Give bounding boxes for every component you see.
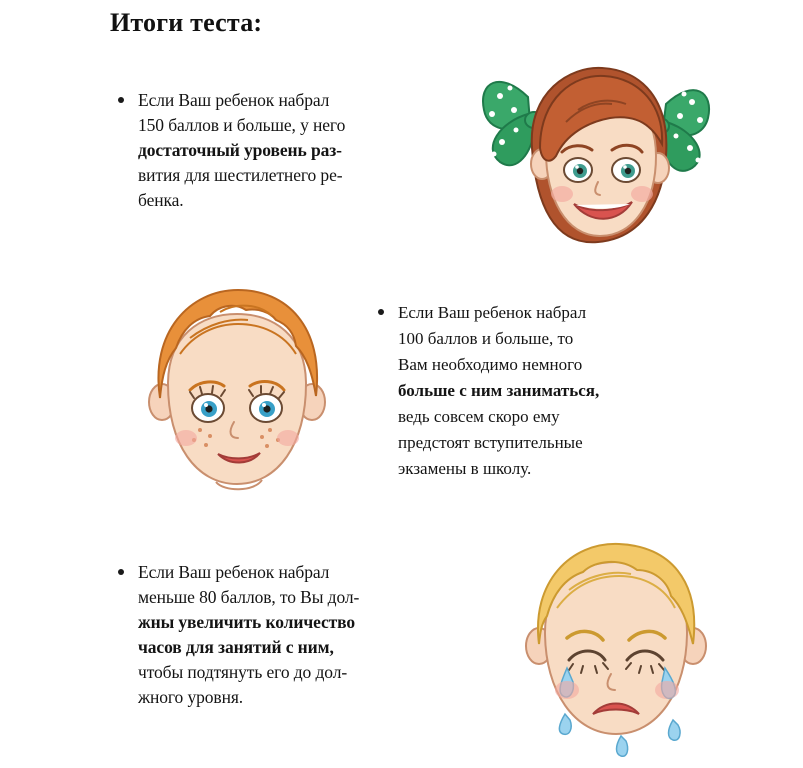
line: Если Ваш ребенок набрал	[398, 303, 587, 322]
illustration-smiling-girl-with-green-bows	[470, 52, 720, 267]
line: меньше 80 баллов, то Вы дол-	[138, 587, 360, 607]
bullet-icon	[118, 97, 124, 103]
result-item-150	[118, 88, 448, 213]
page-title: Итоги теста:	[110, 8, 263, 37]
line-bold: достаточный уровень раз-	[138, 140, 342, 160]
result-item-80	[118, 560, 448, 710]
line: Вам необходимо немного	[398, 355, 583, 374]
bullet-icon	[378, 309, 384, 315]
line: чтобы подтянуть его до дол-	[138, 662, 348, 682]
line: бенка.	[138, 190, 184, 210]
result-item-100	[378, 300, 718, 482]
line: предстоят вступительные	[398, 433, 583, 452]
result-item-100-text	[398, 300, 718, 482]
illustration-crying-blond-boy	[495, 528, 740, 763]
bullet-icon	[118, 569, 124, 575]
line-bold: больше с ним заниматься,	[398, 381, 600, 400]
line: Если Ваш ребенок набрал	[138, 562, 330, 582]
line: 100 баллов и больше, то	[398, 329, 574, 348]
illustration-red-haired-boy	[120, 272, 355, 517]
result-item-150-text	[138, 88, 448, 213]
line: экзамены в школу.	[398, 459, 532, 478]
line: 150 баллов и больше, у него	[138, 115, 346, 135]
line: ведь совсем скоро ему	[398, 407, 560, 426]
line-bold: часов для занятий с ним,	[138, 637, 334, 657]
line: Если Ваш ребенок набрал	[138, 90, 330, 110]
line: жного уровня.	[138, 687, 244, 707]
result-item-80-text	[138, 560, 448, 710]
line-bold: жны увеличить количество	[138, 612, 356, 632]
line: вития для шестилетнего ре-	[138, 165, 343, 185]
